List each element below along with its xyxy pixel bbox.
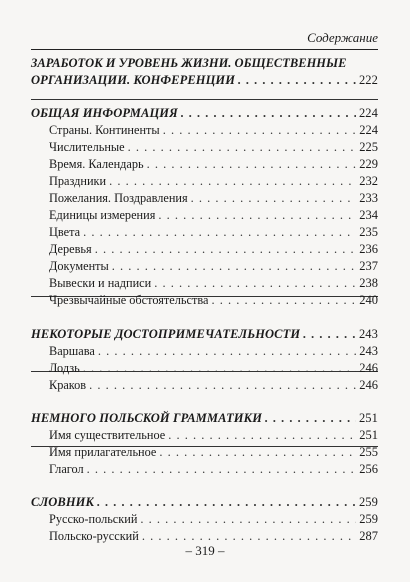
toc-row [31, 326, 378, 343]
toc-item: Чрезвычайные обстоятельства . . . 240 [31, 292, 378, 309]
toc-item: Глагол . . . 256 [31, 461, 378, 478]
toc-row [31, 494, 378, 511]
page-number: 251 [358, 411, 378, 425]
toc-row [31, 105, 378, 122]
toc-section [31, 105, 378, 309]
section-title: НЕМНОГО ПОЛЬСКОЙ ГРАММАТИКИ [31, 411, 263, 425]
toc-item: Единицы измерения . . . 234 [31, 207, 378, 224]
toc-item: Пожелания. Поздравления . . . 233 [31, 190, 378, 207]
toc-row [31, 410, 378, 427]
toc-item: Варшава . . . 243 [31, 343, 378, 360]
toc-item: Имя существительное . . . 251 [31, 427, 378, 444]
toc-item: Польско-русский . . . 287 [31, 528, 378, 545]
dot-leader [303, 326, 356, 343]
toc-item: Русско-польский . . . 259 [31, 511, 378, 528]
section-title: СЛОВНИК [31, 495, 95, 509]
page-number: 224 [358, 106, 378, 120]
page-number: 243 [358, 327, 378, 341]
toc-item: Вывески и надписи . . . 238 [31, 275, 378, 292]
toc-item: Имя прилагательное . . . 255 [31, 444, 378, 461]
toc-row [31, 72, 378, 89]
page-number-footer: – 319 – [185, 543, 225, 558]
toc-section [31, 494, 378, 545]
toc-section [31, 55, 378, 89]
toc-item: Деревья . . . 236 [31, 241, 378, 258]
toc-item: Числительные . . . 225 [31, 139, 378, 156]
section-title: ЗАРАБОТОК И УРОВЕНЬ ЖИЗНИ. ОБЩЕСТВЕННЫЕ [31, 56, 347, 70]
dot-leader [181, 105, 356, 122]
toc-item: Время. Календарь . . . 229 [31, 156, 378, 173]
toc-item: Цвета . . . 235 [31, 224, 378, 241]
toc-section [31, 326, 378, 394]
dot-leader [97, 494, 356, 511]
running-title: Содержание [307, 30, 378, 45]
section-title: ОБЩАЯ ИНФОРМАЦИЯ [31, 106, 178, 120]
dot-leader [265, 410, 356, 427]
header-rule [31, 49, 378, 50]
section-title: ОРГАНИЗАЦИИ. КОНФЕРЕНЦИИ [31, 73, 236, 87]
page-number: 259 [358, 495, 378, 509]
toc-item: Документы . . . 237 [31, 258, 378, 275]
toc-section [31, 410, 378, 478]
section-title: НЕКОТОРЫЕ ДОСТОПРИМЕЧАТЕЛЬНОСТИ [31, 327, 301, 341]
table-of-contents [31, 55, 378, 545]
dot-leader [238, 72, 356, 89]
page-number: 222 [358, 73, 378, 87]
toc-item: Лодзь . . . 246 [31, 360, 378, 377]
toc-item: Краков . . . 246 [31, 377, 378, 394]
toc-item: Страны. Континенты . . . 224 [31, 122, 378, 139]
toc-item: Праздники . . . 232 [31, 173, 378, 190]
